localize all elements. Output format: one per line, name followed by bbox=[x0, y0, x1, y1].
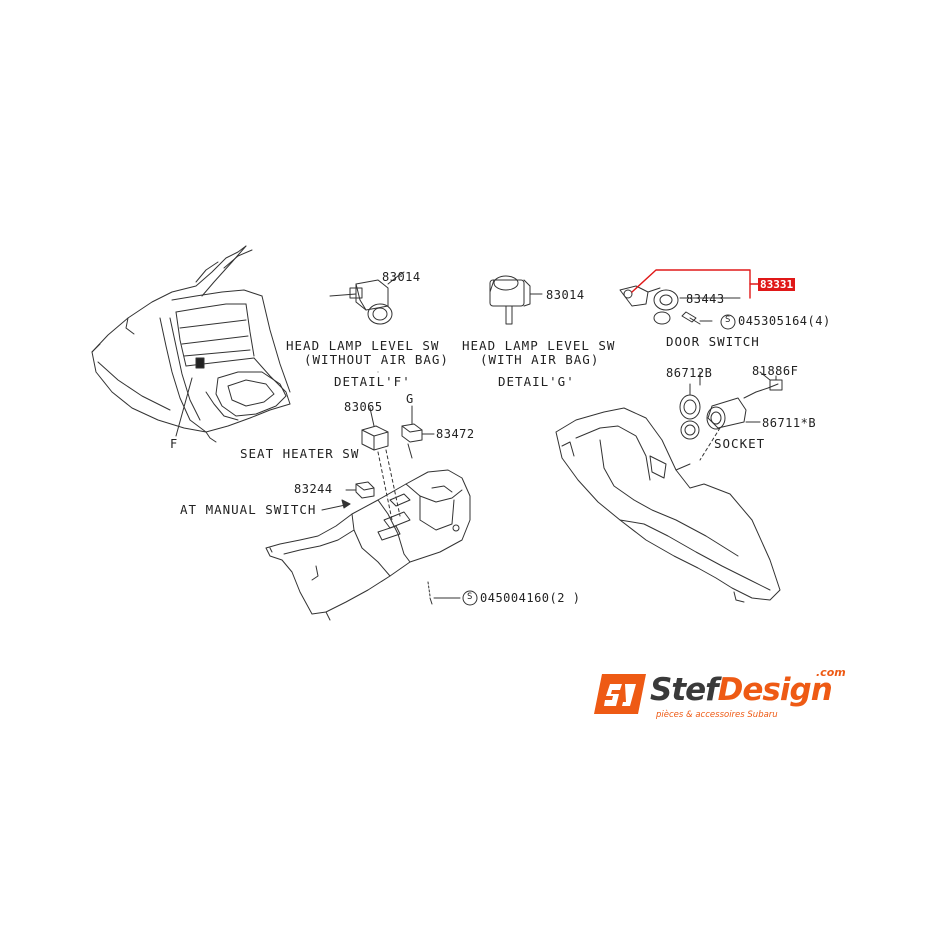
socket-label: SOCKET bbox=[714, 436, 766, 451]
detail-g-ref: G bbox=[406, 392, 414, 406]
part-number-83244: 83244 bbox=[294, 482, 333, 496]
stefdesign-logo[interactable] bbox=[592, 668, 854, 730]
head-lamp-label-1: HEAD LAMP LEVEL SW bbox=[286, 338, 440, 353]
logo-tagline: pièces & accessoires Subaru bbox=[656, 710, 778, 720]
logo-wordmark: StefDesign bbox=[650, 672, 832, 708]
at-manual-switch-label: AT MANUAL SWITCH bbox=[180, 502, 317, 517]
part-number-86711b: 86711*B bbox=[762, 416, 817, 430]
spec-mark-s-2: S bbox=[467, 592, 473, 602]
part-number-86712b: 86712B bbox=[666, 366, 713, 380]
part-number-83014-a: 83014 bbox=[382, 270, 421, 284]
dashboard-center-stack-drawing bbox=[92, 246, 290, 442]
head-lamp-label-2: HEAD LAMP LEVEL SW bbox=[462, 338, 616, 353]
screw-part-number-2: 045004160(2 ) bbox=[480, 591, 581, 605]
screw-part-number-4: 045305164(4) bbox=[738, 314, 831, 328]
part-number-83065: 83065 bbox=[344, 400, 383, 414]
spec-mark-s-1: S bbox=[725, 315, 731, 325]
seat-heater-label: SEAT HEATER SW bbox=[240, 446, 360, 461]
highlighted-part-83331[interactable]: 83331 bbox=[760, 278, 794, 291]
without-air-bag-label: (WITHOUT AIR BAG) bbox=[304, 352, 449, 367]
detail-g-label: DETAIL'G' bbox=[498, 374, 575, 389]
detail-f-label: DETAIL'F' bbox=[334, 374, 411, 389]
logo-mark-icon bbox=[592, 672, 648, 716]
head-lamp-switch-b-drawing bbox=[490, 276, 542, 324]
part-number-83443: 83443 bbox=[686, 292, 725, 306]
detail-f-ref: F bbox=[170, 437, 178, 451]
logo-dotcom: .com bbox=[816, 666, 846, 679]
door-switch-label: DOOR SWITCH bbox=[666, 334, 760, 349]
part-number-83472: 83472 bbox=[436, 427, 475, 441]
part-number-83014-b: 83014 bbox=[546, 288, 585, 302]
with-air-bag-label: (WITH AIR BAG) bbox=[480, 352, 600, 367]
part-number-81886f: 81886F bbox=[752, 364, 799, 378]
